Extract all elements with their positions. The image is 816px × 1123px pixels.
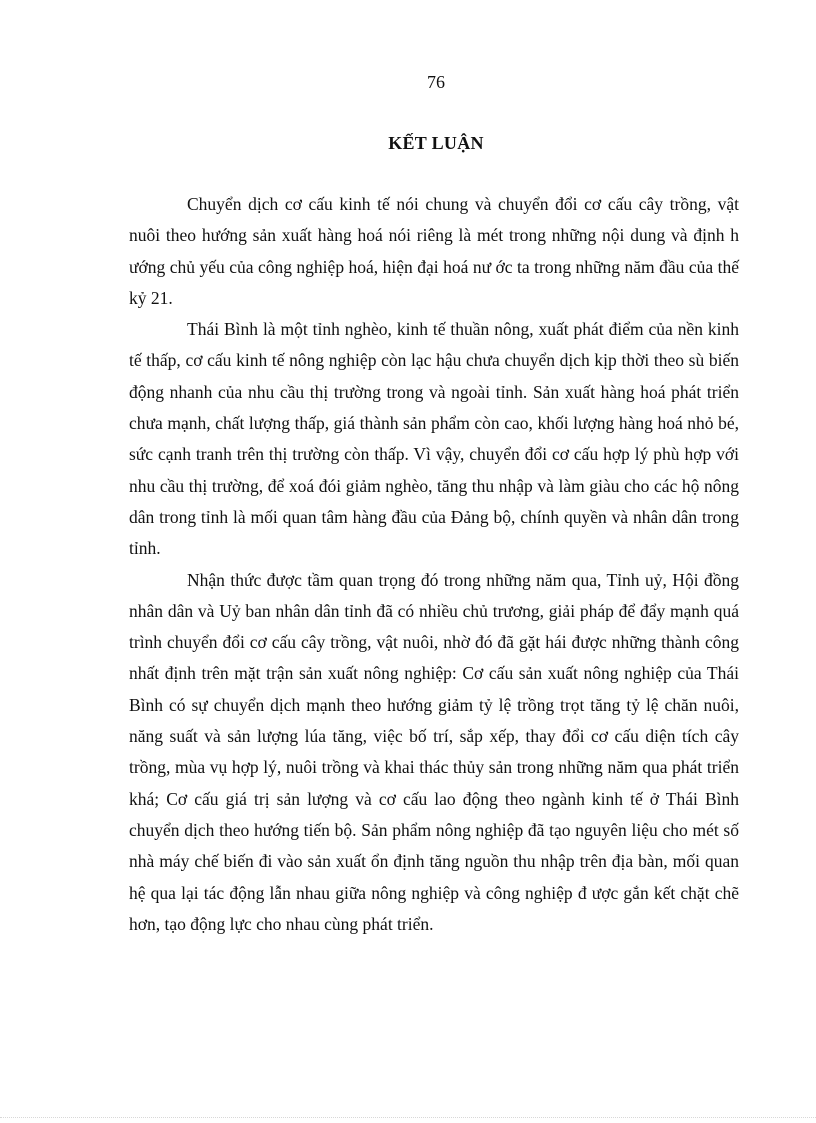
footer-dotted-rule (0, 1117, 816, 1118)
paragraph-2: Thái Bình là một tỉnh nghèo, kinh tế thuần nông, xuất phát điểm của nền kinh tế thấp, cơ cấu kinh tế nông nghiệp còn lạc hậu chưa chuyển dịch kịp thời theo sù biến động nhanh của nhu cầu thị trường trong và ngoài tỉnh. Sản xuất hàng hoá phát triển chưa mạnh, chất lượng thấp, giá thành sản phẩm còn cao, khối lượng hàng hoá nhỏ bé, sức cạnh tranh trên thị trường còn thấp. Vì vậy, chuyển đổi cơ cấu hợp lý phù hợp với nhu cầu thị trường, để xoá đói giảm nghèo, tăng thu nhập và làm giàu cho các hộ nông dân trong tỉnh là mối quan tâm hàng đầu của Đảng bộ, chính quyền và nhân dân trong tỉnh. (129, 319, 739, 559)
body-text (129, 189, 739, 940)
paragraph-3: Nhận thức được tầm quan trọng đó trong những năm qua, Tỉnh uỷ, Hội đồng nhân dân và Uỷ ban nhân dân tỉnh đã có nhiều chủ trương, giải pháp để đẩy mạnh quá trình chuyển đổi cơ cấu cây trồng, vật nuôi, nhờ đó đã gặt hái được những thành công nhất định trên mặt trận sản xuất nông nghiệp: Cơ cấu sản xuất nông nghiệp của Thái Bình có sự chuyển dịch mạnh theo hướng giảm tỷ lệ trồng trọt tăng tỷ lệ chăn nuôi, năng suất và sản lượng lúa tăng, việc bố trí, sắp xếp, thay đổi cơ cấu diện tích cây trồng, mùa vụ hợp lý, nuôi trồng và khai thác thủy sản trong những năm qua phát triển khá; Cơ cấu giá trị sản lượng và cơ cấu lao động theo ngành kinh tế ở Thái Bình chuyển dịch theo hướng tiến bộ. Sản phẩm nông nghiệp đã tạo nguyên liệu cho mét số nhà máy chế biến đi vào sản xuất ổn định tăng nguồn thu nhập trên địa bàn, mối quan hệ qua lại tác động lẫn nhau giữa nông nghiệp và công nghiệp đ ược gắn kết chặt chẽ hơn, tạo động lực cho nhau cùng phát triển. (129, 569, 739, 934)
page-number: 76 (427, 72, 445, 92)
section-title: KẾT LUẬN (388, 133, 484, 153)
paragraph-1: Chuyển dịch cơ cấu kinh tế nói chung và chuyển đổi cơ cấu cây trồng, vật nuôi theo hướng sản xuất hàng hoá nói riêng là mét trong những nội dung và định h ướng chủ yếu của công nghiệp hoá, hiện đại hoá nư ớc ta trong những năm đầu của thế kỷ 21. (129, 194, 739, 308)
